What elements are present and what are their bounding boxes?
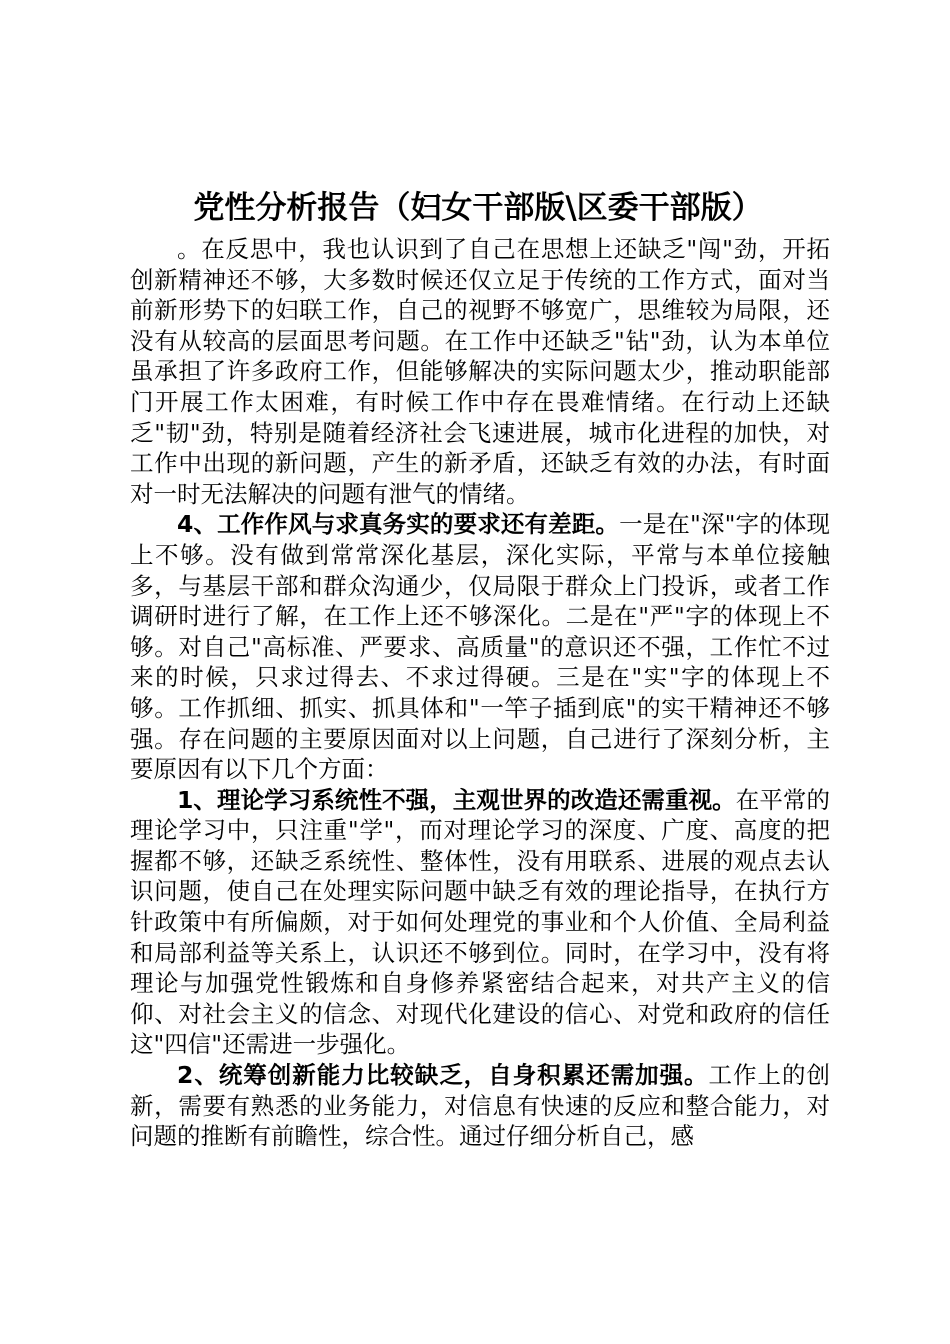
paragraph-lead: 1、理论学习系统性不强，主观世界的改造还需重视。 [177, 785, 736, 814]
paragraph-lead: 2、统筹创新能力比较缺乏，自身积累还需加强。 [177, 1061, 709, 1090]
paragraph-text: 在平常的理论学习中，只注重"学"，而对理论学习的深度、广度、高度的把握都不够，还缺乏系统性、整体性，没有用联系、进展的观点去认识问题，使自己在处理实际问题中缺乏有效的理论指导，在执行方针政策中有所偏颇，对于如何处理党的事业和个人价值、全局利益和局部利益等关系上，认识还不够到位。同时，在学习中，没有将理论与加强党性锻炼和自身修养紧密结合起来，对共产主义的信仰、对社会主义的信念、对现代化建设的信心、对党和政府的信任这"四信"还需进一步强化。 [130, 785, 831, 1059]
document-title: 党性分析报告（妇女干部版\区委干部版） [193, 190, 763, 226]
paragraph-text: 。在反思中，我也认识到了自己在思想上还缺乏"闯"劲，开拓创新精神还不够，大多数时候还仅立足于传统的工作方式，面对当前新形势下的妇联工作，自己的视野不够宽广，思维较为局限，还没有从较高的层面思考问题。在工作中还缺乏"钻"劲，认为本单位虽承担了许多政府工作，但能够解决的实际问题太少，推动职能部门开展工作太困难，有时候工作中存在畏难情绪。在行动上还缺乏"韧"劲，特别是随着经济社会飞速进展，城市化进程的加快，对工作中出现的新问题，产生的新矛盾，还缺乏有效的办法，有时面对一时无法解决的问题有泄气的情绪。 [130, 235, 830, 508]
document-page [130, 182, 830, 1152]
paragraph-innovation [130, 1060, 830, 1152]
paragraph-text: 一是在"深"字的体现上不够。没有做到常常深化基层，深化实际，平常与本单位接触多，与基层干部和群众沟通少，仅局限于群众上门投诉，或者工作调研时进行了解，在工作上还不够深化。二是在"严"字的体现上不够。对自己"高标准、严要求、高质量"的意识还不强，工作忙不过来的时候，只求过得去、不求过得硬。三是在"实"字的体现上不够。工作抓细、抓实、抓具体和"一竿子插到底"的实干精神还不够强。存在问题的主要原因面对以上问题，自己进行了深刻分析，主要原因有以下几个方面： [130, 510, 830, 784]
paragraph-reflection [130, 234, 830, 509]
paragraph-work-style [130, 509, 830, 784]
paragraph-text: 工作上的创新，需要有熟悉的业务能力，对信息有快速的反应和整合能力，对问题的推断有前瞻性，综合性。通过仔细分析自己，感 [130, 1061, 830, 1151]
paragraph-lead: 4、工作作风与求真务实的要求还有差距。 [177, 510, 620, 539]
paragraph-theory-study [130, 785, 830, 1060]
